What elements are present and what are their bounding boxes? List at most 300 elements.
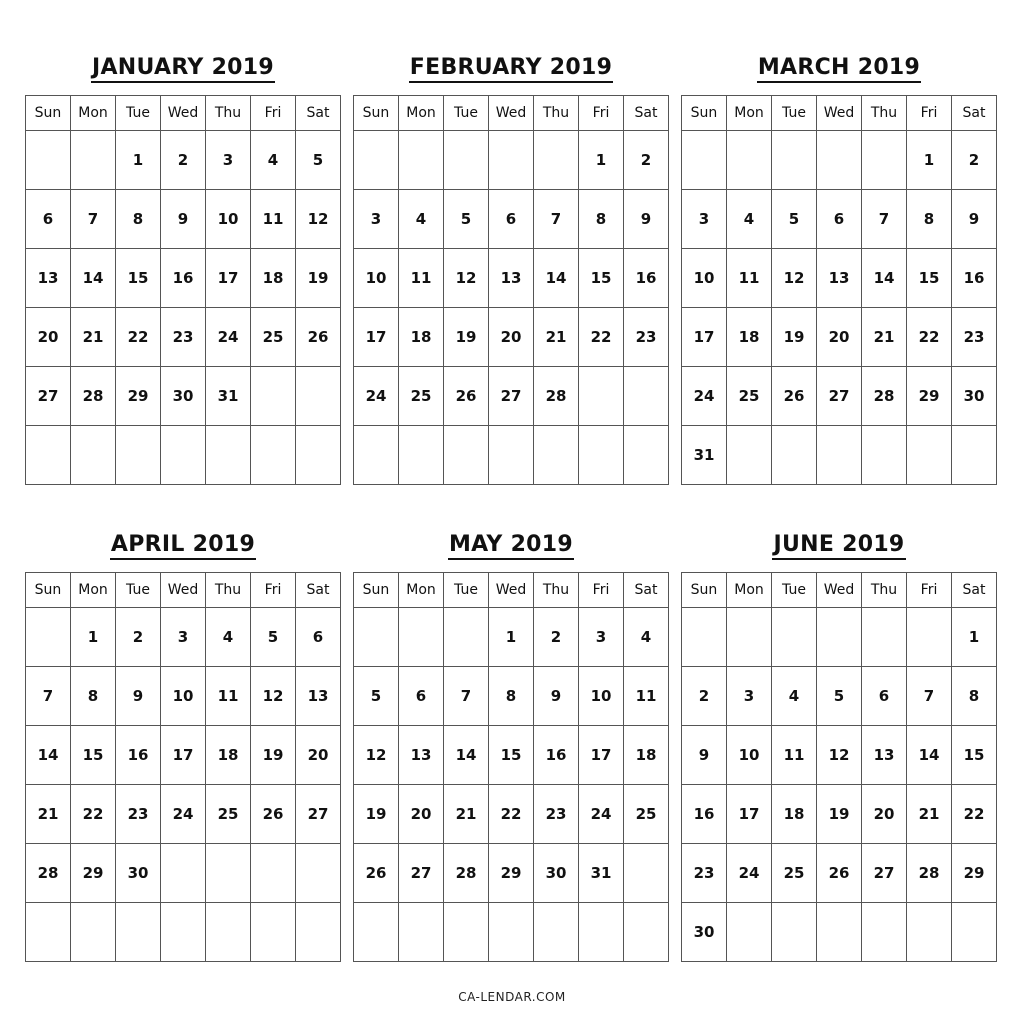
day-cell: 26: [296, 308, 341, 367]
week-row: [682, 249, 997, 308]
day-cell: [772, 426, 817, 485]
day-cell: [817, 903, 862, 962]
day-cell: 13: [26, 249, 71, 308]
day-cell: 5: [296, 131, 341, 190]
day-cell: 30: [161, 367, 206, 426]
day-cell: 12: [772, 249, 817, 308]
week-row: [354, 249, 669, 308]
day-cell: 23: [682, 844, 727, 903]
day-cell: 28: [26, 844, 71, 903]
day-cell: 22: [579, 308, 624, 367]
day-cell: 26: [772, 367, 817, 426]
day-cell: [489, 426, 534, 485]
weekday-header: Sat: [296, 573, 341, 608]
day-cell: 30: [116, 844, 161, 903]
day-cell: [444, 903, 489, 962]
day-cell: 11: [624, 667, 669, 726]
weekday-header: Thu: [534, 96, 579, 131]
day-cell: 25: [399, 367, 444, 426]
week-row: [26, 308, 341, 367]
day-cell: 28: [444, 844, 489, 903]
day-cell: 26: [817, 844, 862, 903]
day-cell: 4: [624, 608, 669, 667]
day-cell: [772, 131, 817, 190]
day-cell: [727, 608, 772, 667]
day-cell: 30: [682, 903, 727, 962]
day-cell: 2: [161, 131, 206, 190]
day-cell: 13: [862, 726, 907, 785]
weekday-header: Sun: [354, 96, 399, 131]
day-cell: 17: [727, 785, 772, 844]
day-cell: 26: [444, 367, 489, 426]
week-row: [682, 426, 997, 485]
day-cell: 13: [489, 249, 534, 308]
day-cell: [534, 426, 579, 485]
day-cell: 14: [862, 249, 907, 308]
day-cell: [161, 426, 206, 485]
weekday-header-row: [354, 96, 669, 131]
day-cell: [354, 903, 399, 962]
day-cell: 28: [862, 367, 907, 426]
day-cell: 25: [206, 785, 251, 844]
day-cell: 30: [534, 844, 579, 903]
weekday-header-row: [682, 96, 997, 131]
weekday-header: Wed: [817, 96, 862, 131]
month-grid: [353, 95, 669, 485]
day-cell: 29: [907, 367, 952, 426]
day-cell: 29: [71, 844, 116, 903]
day-cell: [952, 426, 997, 485]
day-cell: [817, 608, 862, 667]
weekday-header: Tue: [444, 573, 489, 608]
day-cell: 23: [116, 785, 161, 844]
day-cell: 13: [296, 667, 341, 726]
day-cell: [682, 608, 727, 667]
day-cell: 15: [116, 249, 161, 308]
day-cell: [817, 426, 862, 485]
day-cell: 26: [354, 844, 399, 903]
week-row: [682, 608, 997, 667]
footer-site-name: CA-LENDAR.COM: [458, 990, 566, 1004]
day-cell: 8: [489, 667, 534, 726]
day-cell: 3: [682, 190, 727, 249]
day-cell: [624, 903, 669, 962]
day-cell: 6: [862, 667, 907, 726]
day-cell: [354, 131, 399, 190]
week-row: [682, 367, 997, 426]
day-cell: 27: [399, 844, 444, 903]
day-cell: [444, 131, 489, 190]
day-cell: 12: [817, 726, 862, 785]
day-cell: 31: [682, 426, 727, 485]
day-cell: 8: [952, 667, 997, 726]
day-cell: 25: [251, 308, 296, 367]
weekday-header: Fri: [907, 573, 952, 608]
week-row: [682, 903, 997, 962]
day-cell: 5: [251, 608, 296, 667]
day-cell: [579, 903, 624, 962]
day-cell: 6: [817, 190, 862, 249]
day-cell: 7: [444, 667, 489, 726]
day-cell: 17: [354, 308, 399, 367]
day-cell: [727, 426, 772, 485]
weekday-header: Wed: [817, 573, 862, 608]
day-cell: 5: [772, 190, 817, 249]
day-cell: 28: [534, 367, 579, 426]
day-cell: [26, 131, 71, 190]
day-cell: 28: [907, 844, 952, 903]
day-cell: 11: [251, 190, 296, 249]
day-cell: [907, 903, 952, 962]
week-row: [26, 667, 341, 726]
day-cell: 1: [116, 131, 161, 190]
day-cell: 20: [296, 726, 341, 785]
day-cell: 11: [399, 249, 444, 308]
day-cell: 29: [489, 844, 534, 903]
week-row: [26, 190, 341, 249]
day-cell: [26, 608, 71, 667]
day-cell: [399, 903, 444, 962]
day-cell: 19: [251, 726, 296, 785]
day-cell: 9: [161, 190, 206, 249]
day-cell: 21: [907, 785, 952, 844]
day-cell: 17: [161, 726, 206, 785]
day-cell: 1: [952, 608, 997, 667]
day-cell: 11: [206, 667, 251, 726]
day-cell: 13: [817, 249, 862, 308]
day-cell: [206, 844, 251, 903]
day-cell: 7: [534, 190, 579, 249]
week-row: [354, 726, 669, 785]
day-cell: 16: [534, 726, 579, 785]
weekday-header: Tue: [116, 96, 161, 131]
week-row: [354, 426, 669, 485]
day-cell: [862, 426, 907, 485]
day-cell: 17: [206, 249, 251, 308]
day-cell: 1: [907, 131, 952, 190]
day-cell: 9: [624, 190, 669, 249]
day-cell: 7: [907, 667, 952, 726]
day-cell: [682, 131, 727, 190]
weekday-header: Tue: [772, 573, 817, 608]
week-row: [682, 131, 997, 190]
day-cell: 27: [296, 785, 341, 844]
day-cell: 15: [579, 249, 624, 308]
week-row: [682, 667, 997, 726]
day-cell: 5: [817, 667, 862, 726]
day-cell: 2: [952, 131, 997, 190]
day-cell: 14: [71, 249, 116, 308]
day-cell: 22: [952, 785, 997, 844]
month-title: [353, 48, 669, 88]
day-cell: [251, 844, 296, 903]
weekday-header: Thu: [206, 96, 251, 131]
week-row: [354, 131, 669, 190]
weekday-header: Tue: [772, 96, 817, 131]
day-cell: [296, 367, 341, 426]
day-cell: 19: [444, 308, 489, 367]
day-cell: 13: [399, 726, 444, 785]
day-cell: 12: [354, 726, 399, 785]
day-cell: [26, 903, 71, 962]
day-cell: [534, 131, 579, 190]
day-cell: 4: [399, 190, 444, 249]
week-row: [354, 844, 669, 903]
day-cell: [161, 844, 206, 903]
week-row: [354, 308, 669, 367]
day-cell: 4: [727, 190, 772, 249]
day-cell: 9: [682, 726, 727, 785]
day-cell: 21: [71, 308, 116, 367]
weekday-header: Sun: [26, 573, 71, 608]
month-title-text: MAY 2019: [448, 532, 574, 560]
day-cell: 12: [296, 190, 341, 249]
day-cell: [907, 608, 952, 667]
week-row: [354, 367, 669, 426]
day-cell: 6: [296, 608, 341, 667]
week-row: [26, 426, 341, 485]
weekday-header: Mon: [399, 573, 444, 608]
weekday-header-row: [26, 573, 341, 608]
week-row: [682, 726, 997, 785]
day-cell: 20: [399, 785, 444, 844]
day-cell: 18: [624, 726, 669, 785]
day-cell: 16: [161, 249, 206, 308]
day-cell: [444, 608, 489, 667]
day-cell: [296, 903, 341, 962]
day-cell: [444, 426, 489, 485]
day-cell: 7: [862, 190, 907, 249]
weekday-header: Thu: [206, 573, 251, 608]
day-cell: 2: [624, 131, 669, 190]
day-cell: 5: [354, 667, 399, 726]
weekday-header: Thu: [862, 573, 907, 608]
day-cell: 4: [251, 131, 296, 190]
day-cell: 21: [862, 308, 907, 367]
day-cell: 10: [206, 190, 251, 249]
month-grid: [25, 95, 341, 485]
day-cell: [399, 131, 444, 190]
day-cell: 26: [251, 785, 296, 844]
weekday-header: Mon: [71, 96, 116, 131]
day-cell: [354, 608, 399, 667]
day-cell: 19: [817, 785, 862, 844]
day-cell: 18: [727, 308, 772, 367]
day-cell: 4: [772, 667, 817, 726]
day-cell: 21: [534, 308, 579, 367]
day-cell: 23: [161, 308, 206, 367]
day-cell: 2: [534, 608, 579, 667]
day-cell: [399, 608, 444, 667]
weekday-header: Sat: [952, 573, 997, 608]
weekday-header: Thu: [862, 96, 907, 131]
weekday-header: Sat: [624, 573, 669, 608]
day-cell: 7: [71, 190, 116, 249]
month-title-text: JUNE 2019: [772, 532, 905, 560]
day-cell: 29: [952, 844, 997, 903]
weekday-header: Sat: [296, 96, 341, 131]
day-cell: 8: [71, 667, 116, 726]
day-cell: 11: [772, 726, 817, 785]
day-cell: [862, 903, 907, 962]
day-cell: [727, 903, 772, 962]
week-row: [682, 785, 997, 844]
day-cell: [251, 367, 296, 426]
day-cell: 20: [489, 308, 534, 367]
day-cell: 2: [116, 608, 161, 667]
day-cell: 3: [206, 131, 251, 190]
weekday-header: Mon: [399, 96, 444, 131]
week-row: [682, 190, 997, 249]
day-cell: 11: [727, 249, 772, 308]
weekday-header: Sat: [952, 96, 997, 131]
day-cell: 16: [952, 249, 997, 308]
month-grid: [681, 95, 997, 485]
day-cell: 22: [116, 308, 161, 367]
week-row: [26, 903, 341, 962]
weekday-header: Mon: [727, 573, 772, 608]
weekday-header: Fri: [579, 573, 624, 608]
weekday-header: Wed: [161, 96, 206, 131]
day-cell: 3: [727, 667, 772, 726]
week-row: [26, 608, 341, 667]
day-cell: [354, 426, 399, 485]
month-title-text: FEBRUARY 2019: [409, 55, 613, 83]
weekday-header: Mon: [71, 573, 116, 608]
day-cell: 27: [489, 367, 534, 426]
day-cell: [624, 844, 669, 903]
month-title-text: APRIL 2019: [110, 532, 256, 560]
day-cell: [727, 131, 772, 190]
day-cell: 24: [354, 367, 399, 426]
day-cell: 24: [161, 785, 206, 844]
day-cell: [71, 903, 116, 962]
weekday-header: Wed: [489, 96, 534, 131]
day-cell: 5: [444, 190, 489, 249]
day-cell: 29: [116, 367, 161, 426]
day-cell: 25: [772, 844, 817, 903]
weekday-header: Fri: [251, 96, 296, 131]
day-cell: 20: [862, 785, 907, 844]
day-cell: [534, 903, 579, 962]
day-cell: 22: [71, 785, 116, 844]
week-row: [354, 608, 669, 667]
weekday-header: Sun: [354, 573, 399, 608]
month-title: [353, 525, 669, 565]
day-cell: 6: [399, 667, 444, 726]
weekday-header: Wed: [161, 573, 206, 608]
day-cell: [251, 903, 296, 962]
day-cell: [71, 426, 116, 485]
week-row: [26, 844, 341, 903]
day-cell: 21: [26, 785, 71, 844]
day-cell: 19: [772, 308, 817, 367]
weekday-header: Thu: [534, 573, 579, 608]
day-cell: [579, 367, 624, 426]
day-cell: [907, 426, 952, 485]
weekday-header-row: [682, 573, 997, 608]
day-cell: 24: [682, 367, 727, 426]
day-cell: 14: [26, 726, 71, 785]
day-cell: 18: [206, 726, 251, 785]
day-cell: [399, 426, 444, 485]
day-cell: 27: [26, 367, 71, 426]
weekday-header: Tue: [444, 96, 489, 131]
day-cell: [26, 426, 71, 485]
day-cell: 22: [907, 308, 952, 367]
day-cell: 8: [907, 190, 952, 249]
day-cell: [71, 131, 116, 190]
day-cell: 24: [206, 308, 251, 367]
day-cell: 23: [624, 308, 669, 367]
weekday-header: Fri: [251, 573, 296, 608]
month-grid: [25, 572, 341, 962]
month-title: [681, 525, 997, 565]
weekday-header: Mon: [727, 96, 772, 131]
day-cell: 17: [682, 308, 727, 367]
month-title: [681, 48, 997, 88]
day-cell: 1: [71, 608, 116, 667]
day-cell: 10: [727, 726, 772, 785]
month-grid: [681, 572, 997, 962]
day-cell: 12: [251, 667, 296, 726]
day-cell: 19: [296, 249, 341, 308]
day-cell: 9: [116, 667, 161, 726]
day-cell: 7: [26, 667, 71, 726]
day-cell: 18: [251, 249, 296, 308]
day-cell: 8: [579, 190, 624, 249]
day-cell: 18: [399, 308, 444, 367]
day-cell: [161, 903, 206, 962]
day-cell: 15: [71, 726, 116, 785]
weekday-header: Sun: [682, 96, 727, 131]
day-cell: 10: [354, 249, 399, 308]
day-cell: 16: [624, 249, 669, 308]
day-cell: 10: [682, 249, 727, 308]
day-cell: 17: [579, 726, 624, 785]
day-cell: 4: [206, 608, 251, 667]
week-row: [682, 844, 997, 903]
day-cell: 15: [952, 726, 997, 785]
day-cell: 21: [444, 785, 489, 844]
month-title: [25, 525, 341, 565]
day-cell: [206, 903, 251, 962]
day-cell: 30: [952, 367, 997, 426]
week-row: [26, 785, 341, 844]
month-title-text: JANUARY 2019: [91, 55, 275, 83]
weekday-header: Sat: [624, 96, 669, 131]
day-cell: 31: [579, 844, 624, 903]
day-cell: 28: [71, 367, 116, 426]
month-title-text: MARCH 2019: [757, 55, 921, 83]
day-cell: 27: [817, 367, 862, 426]
day-cell: 14: [444, 726, 489, 785]
day-cell: [862, 608, 907, 667]
day-cell: [952, 903, 997, 962]
day-cell: 24: [579, 785, 624, 844]
day-cell: [116, 426, 161, 485]
weekday-header: Sun: [682, 573, 727, 608]
week-row: [354, 785, 669, 844]
weekday-header: Fri: [579, 96, 624, 131]
day-cell: 23: [952, 308, 997, 367]
month-title: [25, 48, 341, 88]
day-cell: [817, 131, 862, 190]
day-cell: 6: [489, 190, 534, 249]
day-cell: [206, 426, 251, 485]
day-cell: 10: [161, 667, 206, 726]
day-cell: [772, 903, 817, 962]
